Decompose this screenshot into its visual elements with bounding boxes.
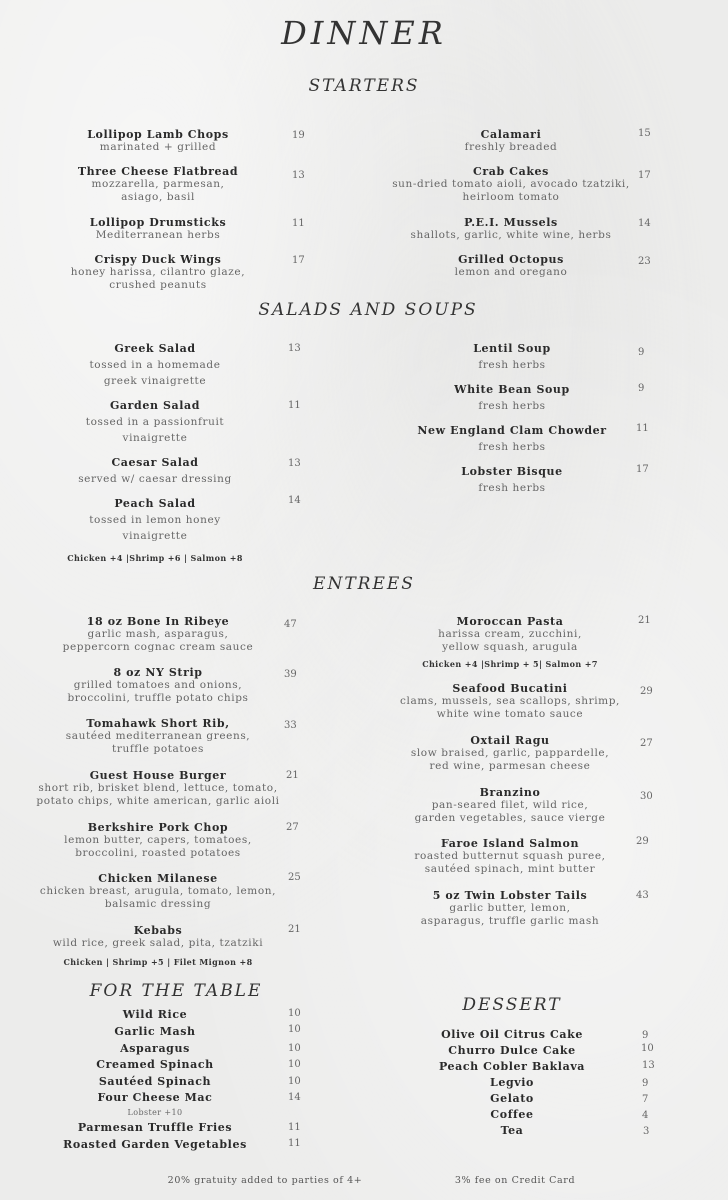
soup-item [420, 464, 604, 496]
dessert-item-name: Tea [500, 1124, 524, 1137]
item-desc-text: honey harissa, cilantro glaze, crushed peanuts [70, 266, 246, 291]
item-name: Grilled Octopus [458, 253, 564, 266]
entree-item [400, 682, 620, 721]
item-desc [40, 679, 276, 705]
item-desc [60, 266, 256, 292]
item-price: 11 [292, 218, 305, 229]
item-price: 14 [638, 218, 651, 229]
item-desc-text: tossed in a homemade greek vinaigrette [89, 359, 221, 387]
entree-item [40, 717, 276, 756]
item-desc [60, 178, 256, 204]
item-desc-text: lemon butter, capers, tomatoes, broccolini, roasted potatoes [64, 834, 252, 859]
item-name: 18 oz Bone In Ribeye [86, 615, 230, 628]
item-price: 17 [638, 170, 651, 181]
item-desc [380, 178, 642, 204]
soup-item [420, 382, 604, 414]
item-desc [30, 782, 286, 808]
item-price: 11 [636, 423, 649, 434]
item-price: 39 [284, 669, 297, 680]
entree-item [30, 769, 286, 808]
salad-item [60, 341, 250, 389]
item-name: Crispy Duck Wings [94, 253, 222, 266]
salad-item [60, 455, 250, 487]
item-price: 21 [288, 924, 301, 935]
side-item-name: Asparagus [120, 1042, 190, 1055]
entree-item [40, 821, 276, 860]
item-desc [410, 799, 610, 825]
item-price: 10 [288, 1076, 301, 1087]
item-price: 13 [288, 343, 301, 354]
starter-item [60, 253, 256, 292]
item-desc: shallots, garlic, white wine, herbs [410, 229, 612, 241]
entree-item [410, 615, 610, 654]
salads-soups-heading: SALADS AND SOUPS [258, 300, 478, 320]
item-price: 21 [638, 615, 651, 626]
gratuity-note: 20% gratuity added to parties of 4+ [167, 1175, 363, 1186]
item-desc: marinated + grilled [99, 141, 217, 153]
item-price: 3 [643, 1126, 650, 1137]
item-price: 4 [642, 1110, 649, 1121]
item-name: Lollipop Drumsticks [89, 216, 227, 229]
item-name: Three Cheese Flatbread [77, 165, 239, 178]
item-desc: freshly breaded [464, 141, 558, 153]
entree-item [400, 734, 620, 773]
item-desc [410, 850, 610, 876]
entrees-heading: ENTREES [313, 574, 415, 594]
item-name: Lobster Bisque [461, 465, 563, 478]
item-price: 33 [284, 720, 297, 731]
item-desc [60, 357, 250, 389]
item-price: 15 [638, 128, 651, 139]
pasta-addons: Chicken +4 |Shrimp + 5| Salmon +7 [422, 659, 598, 669]
item-name: Tomahawk Short Rib, [86, 717, 230, 730]
dessert-heading: DESSERT [462, 995, 562, 1015]
item-desc-text: roasted butternut squash puree, sautéed spinach, mint butter [414, 850, 606, 875]
item-name: White Bean Soup [454, 383, 570, 396]
item-price: 19 [292, 130, 305, 141]
dessert-item-name: Coffee [490, 1108, 534, 1121]
starter-item [380, 128, 642, 154]
item-price: 9 [638, 347, 645, 358]
item-desc-text: sun-dried tomato aioli, avocado tzatziki, heirloom tomato [392, 178, 630, 203]
credit-card-fee-note: 3% fee on Credit Card [454, 1175, 576, 1186]
starters-heading: STARTERS [308, 76, 420, 96]
item-price: 23 [638, 256, 651, 267]
side-item-name: Creamed Spinach [96, 1058, 214, 1071]
entree-item [40, 924, 276, 950]
side-item-name: Parmesan Truffle Fries [77, 1121, 233, 1134]
item-name: Chicken Milanese [98, 872, 218, 885]
item-desc: lemon and oregano [454, 266, 568, 278]
entree-item [410, 837, 610, 876]
item-name: Berkshire Pork Chop [87, 821, 229, 834]
item-price: 9 [642, 1030, 649, 1041]
item-price: 13 [292, 170, 305, 181]
salad-addons: Chicken +4 |Shrimp +6 | Salmon +8 [67, 553, 243, 563]
item-desc: fresh herbs [478, 359, 546, 371]
item-price: 27 [640, 738, 653, 749]
item-price: 13 [642, 1060, 655, 1071]
side-item-name: Four Cheese Mac [97, 1091, 213, 1104]
item-desc: fresh herbs [478, 400, 546, 412]
item-name: 8 oz NY Strip [113, 666, 203, 679]
item-desc-text: clams, mussels, sea scallops, shrimp, white wine tomato sauce [400, 695, 620, 720]
item-name: Peach Salad [114, 497, 196, 510]
item-desc-text: tossed in a passionfruit vinaigrette [85, 416, 225, 444]
item-desc-text: short rib, brisket blend, lettuce, tomato, potato chips, white american, garlic aioli [36, 782, 280, 807]
item-price: 25 [288, 872, 301, 883]
dessert-item-name: Peach Cobler Baklava [438, 1060, 586, 1073]
item-desc [40, 628, 276, 654]
item-price: 10 [288, 1043, 301, 1054]
item-price: 7 [642, 1094, 649, 1105]
item-desc-text: sautéed mediterranean greens, truffle potatoes [65, 730, 251, 755]
starter-item [60, 128, 256, 154]
starter-item [60, 165, 256, 204]
item-price: 14 [288, 495, 301, 506]
side-item-name: Sautéed Spinach [98, 1075, 212, 1088]
item-desc-text: garlic butter, lemon, asparagus, truffle garlic mash [420, 902, 600, 927]
item-name: 5 oz Twin Lobster Tails [432, 889, 588, 902]
item-name: P.E.I. Mussels [464, 216, 558, 229]
item-desc-text: mozzarella, parmesan, asiago, basil [91, 178, 225, 203]
dessert-item-name: Legvio [490, 1076, 534, 1089]
item-name: Moroccan Pasta [456, 615, 564, 628]
item-desc-text: garlic mash, asparagus, peppercorn cognac cream sauce [62, 628, 254, 653]
item-desc [60, 414, 250, 446]
starter-item [380, 165, 642, 204]
side-item-name: Wild Rice [122, 1008, 188, 1021]
item-name: Garden Salad [109, 399, 201, 412]
item-price: 10 [288, 1059, 301, 1070]
item-price: 43 [636, 890, 649, 901]
dessert-item-name: Gelato [490, 1092, 534, 1105]
item-desc [410, 628, 610, 654]
item-desc-text: chicken breast, arugula, tomato, lemon, balsamic dressing [39, 885, 277, 910]
salad-item [60, 496, 250, 544]
item-name: Seafood Bucatini [452, 682, 568, 695]
entree-item [40, 666, 276, 705]
item-desc-text: pan-seared filet, wild rice, garden vegetables, sauce vierge [414, 799, 606, 824]
item-desc: wild rice, greek salad, pita, tzatziki [52, 937, 264, 949]
lobster-addon: Lobster +10 [127, 1108, 183, 1117]
item-price: 10 [288, 1008, 301, 1019]
item-desc: fresh herbs [478, 441, 546, 453]
for-the-table-heading: FOR THE TABLE [89, 981, 263, 1001]
starter-item [60, 216, 256, 242]
item-price: 11 [288, 1138, 301, 1149]
item-name: Kebabs [133, 924, 183, 937]
item-price: 11 [288, 400, 301, 411]
soup-item [420, 341, 604, 373]
item-desc [410, 902, 610, 928]
item-desc [40, 730, 276, 756]
item-desc-text: slow braised, garlic, pappardelle, red wine, parmesan cheese [410, 747, 610, 772]
salad-item [60, 398, 250, 446]
item-price: 17 [292, 255, 305, 266]
item-price: 14 [288, 1092, 301, 1103]
item-name: Calamari [480, 128, 542, 141]
entree-item [40, 615, 276, 654]
entree-item [410, 786, 610, 825]
item-desc-text: harissa cream, zucchini, yellow squash, arugula [438, 628, 582, 653]
item-price: 11 [288, 1122, 301, 1133]
dessert-item-name: Churro Dulce Cake [448, 1044, 576, 1057]
item-name: Caesar Salad [111, 456, 199, 469]
item-price: 29 [636, 836, 649, 847]
entree-addons: Chicken | Shrimp +5 | Filet Mignon +8 [63, 957, 253, 967]
item-desc: served w/ caesar dressing [78, 473, 232, 485]
item-desc-text: tossed in lemon honey vinaigrette [89, 514, 221, 542]
item-desc-text: grilled tomatoes and onions, broccolini, truffle potato chips [67, 679, 249, 704]
item-price: 30 [640, 791, 653, 802]
item-price: 9 [642, 1078, 649, 1089]
item-desc [40, 834, 276, 860]
menu-title: DINNER [281, 14, 447, 52]
item-name: New England Clam Chowder [417, 424, 607, 437]
starter-item [380, 216, 642, 242]
item-desc: Mediterranean herbs [95, 229, 221, 241]
item-desc [36, 885, 280, 911]
entree-item [36, 872, 280, 911]
item-price: 10 [288, 1024, 301, 1035]
item-name: Branzino [479, 786, 541, 799]
item-price: 27 [286, 822, 299, 833]
item-name: Oxtail Ragu [470, 734, 550, 747]
side-item-name: Roasted Garden Vegetables [63, 1138, 247, 1151]
side-item-name: Garlic Mash [114, 1025, 196, 1038]
item-name: Faroe Island Salmon [440, 837, 580, 850]
item-price: 13 [288, 458, 301, 469]
item-name: Lollipop Lamb Chops [87, 128, 229, 141]
item-desc [400, 695, 620, 721]
item-desc [400, 747, 620, 773]
item-price: 29 [640, 686, 653, 697]
item-price: 9 [638, 383, 645, 394]
soup-item [414, 423, 610, 455]
starter-item [380, 253, 642, 279]
entree-item [410, 889, 610, 928]
item-price: 47 [284, 619, 297, 630]
dessert-item-name: Olive Oil Citrus Cake [441, 1028, 583, 1041]
item-name: Lentil Soup [473, 342, 551, 355]
item-desc [60, 512, 250, 544]
item-name: Greek Salad [114, 342, 196, 355]
item-price: 21 [286, 770, 299, 781]
item-name: Crab Cakes [473, 165, 549, 178]
item-price: 10 [641, 1043, 654, 1054]
item-name: Guest House Burger [89, 769, 227, 782]
item-price: 17 [636, 464, 649, 475]
item-desc: fresh herbs [478, 482, 546, 494]
